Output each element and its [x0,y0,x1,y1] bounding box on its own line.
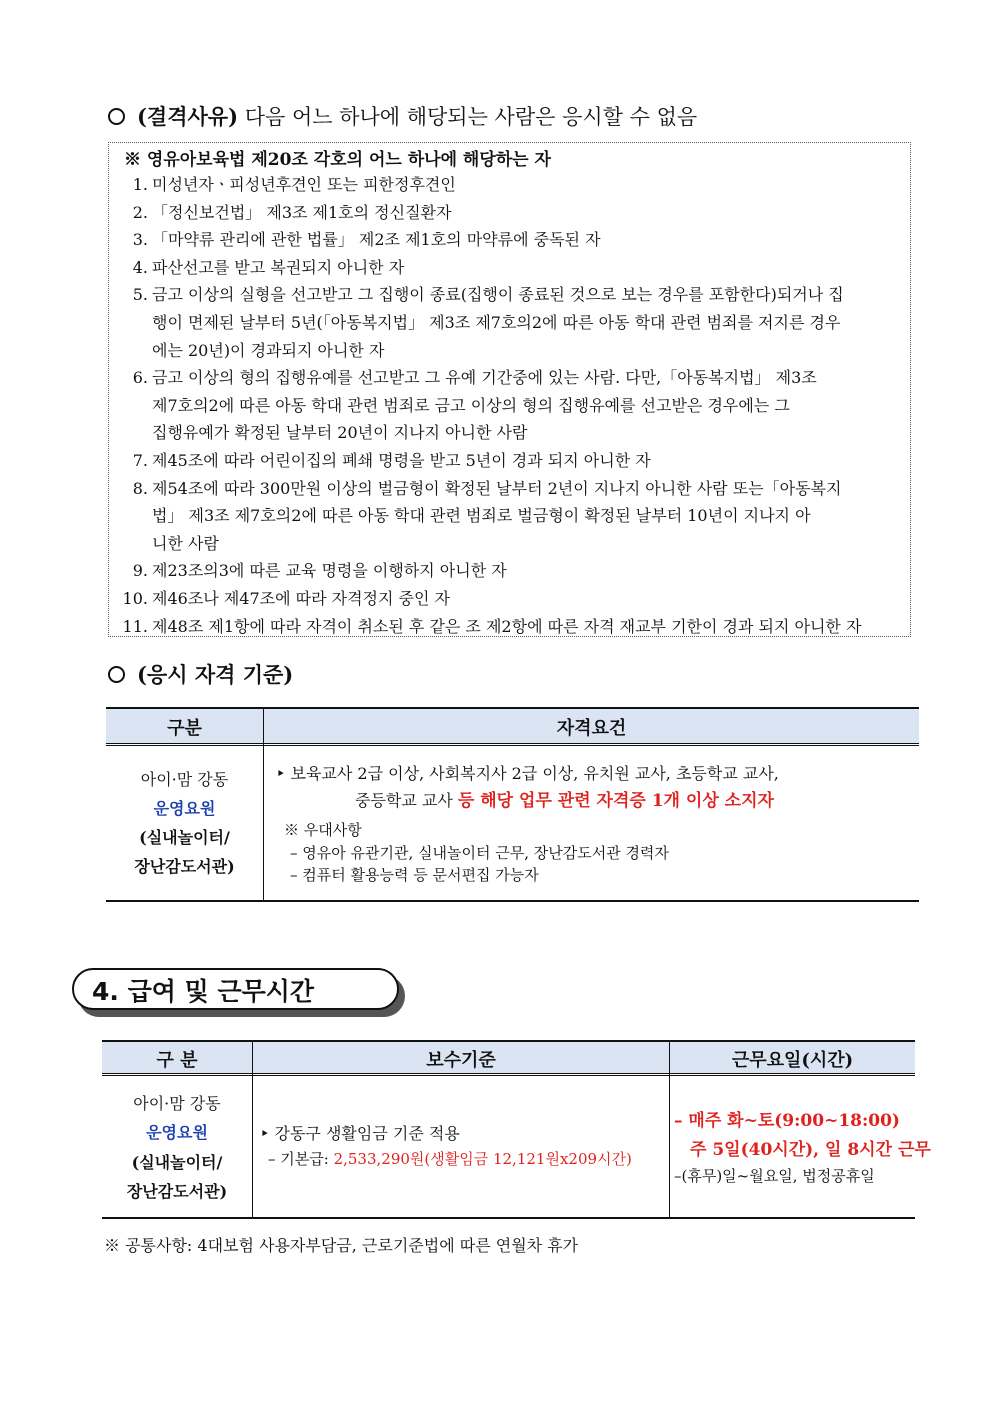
salary-table [102,1040,931,1220]
pay-line-2: – 기본급: 2,533,290원(생활임금 12,121원x209시간) [268,1150,632,1168]
workdays-line-2: 주 5일(40시간), 일 8시간 근무 [690,1140,931,1160]
list-item-text: 파산선고를 받고 복권되지 아니한 자 [152,257,405,277]
role-line-1: 아이·맘 강동 [140,770,229,789]
qualification-heading: (응시 자격 기준) [108,659,293,689]
list-item-text: 「마약류 관리에 관한 법률」 제2조 제1호의 마약류에 중독된 자 [152,230,601,250]
list-item [108,364,911,447]
requirement-line-2: 중등학교 교사 등 해당 업무 관련 자격증 1개 이상 소지자 [355,791,774,811]
list-item-number: 10. [122,589,148,608]
list-item [108,199,911,227]
column-header-category: 구분 [167,718,202,739]
list-item-number: 8. [132,478,148,498]
list-item-text: 미성년자ㆍ피성년후견인 또는 피한정후견인 [152,175,456,194]
list-item [108,281,911,364]
preference-title: ※ 우대사항 [284,821,362,839]
list-item [108,585,911,613]
role-line-2: 운영요원 [153,799,216,818]
role-line-4: 장난감도서관) [134,857,235,876]
column-header-category: 구 분 [156,1050,198,1071]
role-line-3: (실내놀이터/ [139,828,230,847]
column-header-requirements: 자격요건 [556,718,627,739]
disqualification-box-title: ※ 영유아보육법 제20조 각호의 어느 하나에 해당하는 자 [124,150,551,170]
list-item-number: 5. [132,285,148,305]
requirement-line-1: ‣ 보육교사 2급 이상, 사회복지사 2급 이상, 유치원 교사, 초등학교 교사, [276,764,779,783]
disqualification-heading: (결격사유) 다음 어느 하나에 해당되는 사람은 응시할 수 없음 [108,101,697,131]
workdays-line-1: – 매주 화~토(9:00~18:00) [674,1111,900,1131]
list-item-number: 1. [132,175,148,194]
list-item [108,171,911,199]
column-header-workdays: 근무요일(시간) [731,1050,854,1071]
list-item-text: 법」 제3조 제7호의2에 따른 아동 학대 관련 범죄로 벌금형이 확정된 날부터 10년이 지나지 아 [152,506,811,526]
list-item-number: 2. [132,202,148,222]
role-line-4: 장난감도서관) [126,1182,228,1201]
list-item [108,447,911,475]
circle-bullet-icon [108,666,125,683]
circle-bullet-icon [108,108,125,125]
qualification-table [106,707,919,902]
workdays-line-3: –(휴무)일~월요일, 법정공휴일 [674,1167,875,1185]
section-title: 4. 급여 및 근무시간 [92,977,315,1006]
list-item-text: 제45조에 따라 어린이집의 폐쇄 명령을 받고 5년이 경과 되지 아니한 자 [152,451,651,470]
list-item-text: 제7호의2에 따른 아동 학대 관련 범죄로 금고 이상의 형의 집행유예를 선고받은 경우에는 그 [152,395,790,415]
list-item-number: 9. [132,561,148,581]
list-item-text: 제54조에 따라 300만원 이상의 벌금형이 확정된 날부터 2년이 지나지 아니한 사람 또는「아동복지 [152,478,842,498]
list-item-number: 7. [132,451,148,470]
list-item [108,557,911,585]
list-item-text: 에는 20년)이 경과되지 아니한 자 [152,340,385,360]
list-item-text: 금고 이상의 형의 집행유예를 선고받고 그 유예 기간중에 있는 사람. 다만,「아동복지법」 제3조 [152,368,817,388]
footnote: ※ 공통사항: 4대보험 사용자부담금, 근로기준법에 따른 연월차 휴가 [104,1236,579,1255]
list-item-text: 행이 면제된 날부터 5년(「아동복지법」 제3조 제7호의2에 따른 아동 학대 관련 범죄를 저지른 경우 [152,312,841,332]
list-item-number: 11. [122,616,148,636]
role-line-3: (실내놀이터/ [131,1153,223,1172]
preference-item-2: – 컴퓨터 활용능력 등 문서편집 가능자 [290,866,539,884]
list-item-text: 「정신보건법」 제3조 제1호의 정신질환자 [152,202,452,222]
list-item-text: 제46조나 제47조에 따라 자격정지 중인 자 [152,589,450,608]
list-item-text: 제48조 제1항에 따라 자격이 취소된 후 같은 조 제2항에 따른 자격 재교부 기한이 경과 되지 아니한 자 [152,616,862,636]
role-line-1: 아이·맘 강동 [133,1094,221,1113]
list-item [108,226,911,254]
list-item-number: 4. [132,257,148,277]
role-line-2: 운영요원 [146,1123,208,1142]
list-item-number: 6. [132,368,148,388]
list-item-text: 금고 이상의 실형을 선고받고 그 집행이 종료(집행이 종료된 것으로 보는 경우를 포함한다)되거나 집 [152,285,844,305]
list-item-text: 집행유예가 확정된 날부터 20년이 지나지 아니한 사람 [152,423,528,443]
pay-line-1: ‣ 강동구 생활임금 기준 적용 [260,1124,460,1143]
list-item-number: 3. [132,230,148,250]
list-item-text: 니한 사람 [152,533,219,553]
column-header-pay: 보수기준 [426,1050,496,1071]
list-item-text: 제23조의3에 따른 교육 명령을 이행하지 아니한 자 [152,561,507,581]
list-item [108,613,911,641]
list-item [108,475,911,558]
preference-item-1: – 영유아 유관기관, 실내놀이터 근무, 장난감도서관 경력자 [290,844,669,862]
list-item [108,254,911,282]
